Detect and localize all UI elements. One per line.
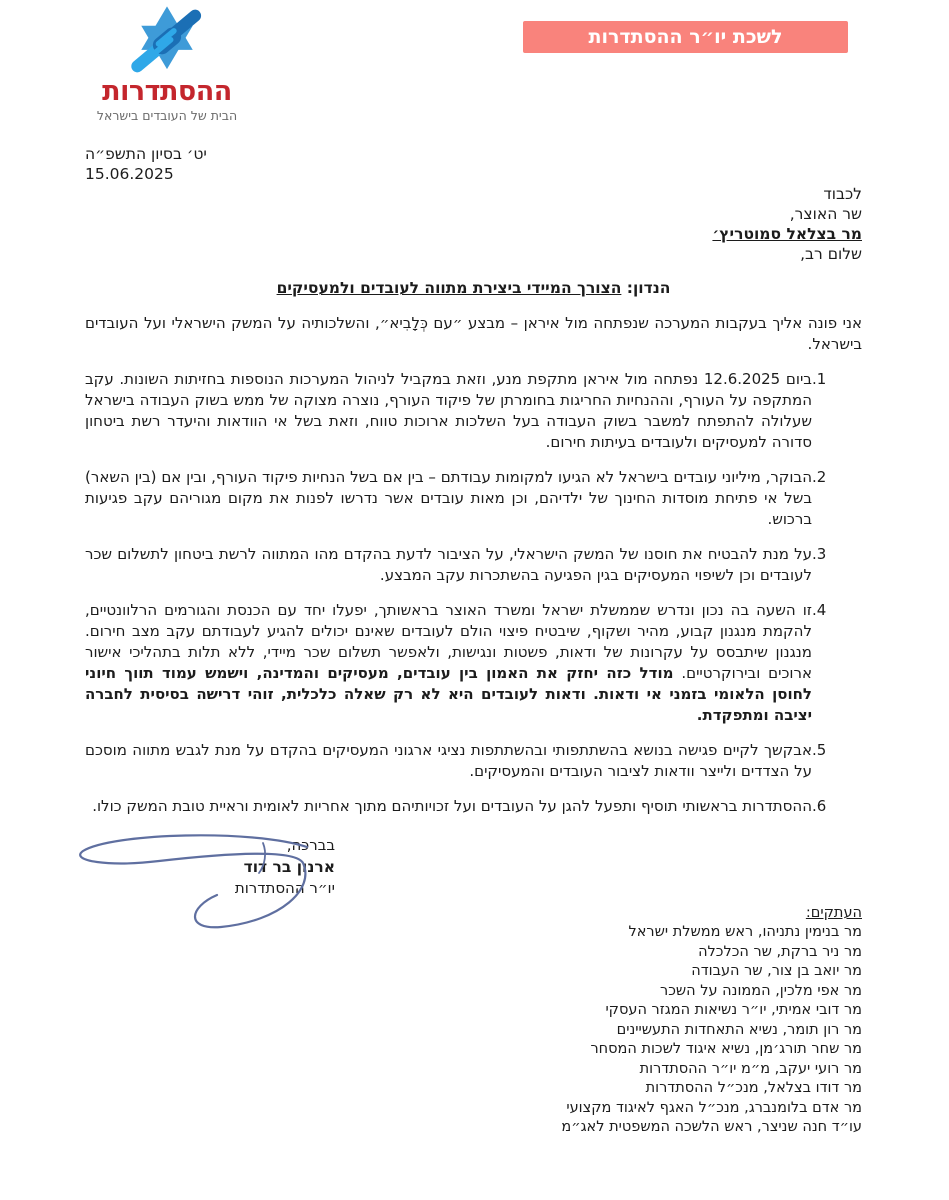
recipient-to: לכבוד (823, 185, 862, 203)
histadrut-handshake-star-icon (106, 4, 228, 78)
logo-title: ההסתדרות (102, 76, 232, 107)
letter-body (0, 144, 949, 1138)
hebrew-date: יט׳ בסיון התשפ״ה (85, 145, 207, 163)
item-number: 5. (812, 741, 827, 759)
cc-header: העתקים: (805, 904, 862, 921)
date-block (85, 144, 862, 184)
cc-entry: מר רון תומר, נשיא התאחדות התעשיינים (616, 1021, 862, 1038)
item-number: 1. (812, 370, 827, 388)
recipient-block (85, 184, 862, 264)
subject-line (85, 278, 862, 299)
cc-entry: מר שחר תורג׳מן, נשיא איגוד לשכות המסחר (590, 1041, 862, 1057)
cc-entry: מר דובי אמיתי, יו״ר נשיאות המגזר העסקי (605, 1002, 862, 1018)
item-text: זו השעה בה נכון ונדרש שממשלת ישראל ומשרד האוצר בראשותך, יפעלו יחד עם הכנסת והגורמים הרלוונטיים, להקמת מנגנון קבוע, מהיר ושקוף, שיבטיח פיצוי הולם לעובדים שאינם יכולים להגיע לעבודתם עקב מצב חירום. מנגנון שיתבסס על עקרונות של ודאות, פשטות ונגישות, ולאפשר תשלום שכר מיידי, ללא תלות בתהליכי אישור ארוכים ובירוקרטיים. מודל כזה יחזק את האמון בין עובדים, מעסיקים והמדינה, וישמש עמוד תווך חיוני לחוסן הלאומי בזמני אי ודאות. ודאות לעובדים היא לא רק שאלה כלכלית, זוהי דרישה בסיסית לחברה יציבה ומתפקדת. (85, 601, 812, 724)
intro-paragraph: אני פונה אליך בעקבות המערכה שנפתחה מול איראן – מבצע ״עם כְּלָבִיא״, והשלכותיה על המשק הישראלי ועל העובדים בישראל. (85, 314, 862, 353)
list-item (85, 740, 862, 782)
recipient-name: מר בצלאל סמוטריץ׳ (712, 225, 862, 243)
recipient-greeting: שלום רב, (800, 245, 862, 263)
closing-block (85, 835, 335, 900)
list-item (85, 544, 862, 586)
letter-header (0, 0, 949, 142)
list-item (85, 369, 862, 453)
gregorian-date: 15.06.2025 (85, 165, 174, 183)
item-number: 4. (812, 601, 827, 619)
cc-entry: מר ניר ברקת, שר הכלכלה (698, 943, 862, 960)
cc-list (85, 904, 862, 1138)
cc-entry: מר אדם בלומנברג, מנכ״ל האגף לאיגוד מקצועי (566, 1099, 862, 1116)
cc-entry: מר אפי מלכין, הממונה על השכר (660, 982, 862, 999)
item-text: אבקשך לקיים פגישה בנושא בהשתתפותי ובהשתתפות נציגי ארגוני המעסיקים בהקדם על מנת לגבש מתווה מוסכם על הצדדים ולייצר וודאות לציבור העובדים והמעסיקים. (85, 741, 812, 780)
cc-entry: מר דודו בצלאל, מנכ״ל ההסתדרות (645, 1080, 862, 1096)
item-number: 6. (812, 797, 827, 815)
item-text: ההסתדרות בראשותי תוסיף ותפעל להגן על העובדים ועל זכויותיהם מתוך אחריות לאומית וראיית טובת המשק כולו. (92, 797, 812, 815)
item-number: 3. (812, 545, 827, 563)
cc-entry: עו״ד חנה שניצר, ראש הלשכה המשפטית לאג״מ (561, 1119, 862, 1135)
numbered-list (85, 369, 862, 817)
item-number: 2. (812, 468, 827, 486)
signer-name: ארנון בר דוד (243, 857, 335, 876)
recipient-role: שר האוצר, (789, 205, 862, 223)
cc-entry: מר יואב בן צור, שר העבודה (691, 963, 862, 979)
subject-prefix: הנדון: (626, 279, 671, 297)
list-item (85, 796, 862, 817)
cc-entry: מר רועי יעקב, מ״מ יו״ר ההסתדרות (639, 1060, 862, 1077)
item-text: ביום 12.6.2025 נפתחה מול איראן מתקפת מנע, וזאת במקביל לניהול המערכות הנוספות בחזיתות השונות. עקב המתקפה על העורף, וההנחיות החריגות בחומרתן של פיקוד העורף, נוצרה מצוקה של ממש בשוק העבודה בישראל שעלולה להתפתח למשבר בשוק העבודה בעל השלכות ארוכות טווח, וזאת בשל אי הוודאות והיעדר רשת ביטחון סדורה למעסיקים ולעובדים בעיתות חירום. (85, 370, 812, 451)
item-text: הבוקר, מיליוני עובדים בישראל לא הגיעו למקומות עבודתם – בין אם בשל הנחיות פיקוד העורף, ובין אם (בין השאר) בשל אי פתיחת מוסדות החינוך של ילדיהם, וכן מאות עובדים אשר נדרשו לפנות את מקום מגוריהם עקב פגיעות ברכוש. (85, 468, 812, 528)
list-item (85, 467, 862, 530)
subject-text: הצורך המיידי ביצירת מתווה לעובדים ולמעסיקים (276, 279, 622, 297)
logo-subtitle: הבית של העובדים בישראל (96, 107, 238, 123)
signer-title: יו״ר ההסתדרות (234, 879, 335, 897)
closing-salutation: בברכה, (286, 836, 335, 854)
chairman-office-banner: לשכת יו״ר ההסתדרות (523, 21, 848, 53)
cc-entry: מר בנימין נתניהו, ראש ממשלת ישראל (628, 924, 862, 940)
list-item (85, 600, 862, 726)
histadrut-logo (83, 4, 251, 123)
item-text: על מנת להבטיח את חוסנו של המשק הישראלי, על הציבור לדעת בהקדם מהו המתווה לרשת ביטחון לתשלום שכר לעובדים וכן לשיפוי המעסיקים בגין הפגיעה בהשתכרות עקב המבצע. (85, 545, 812, 584)
